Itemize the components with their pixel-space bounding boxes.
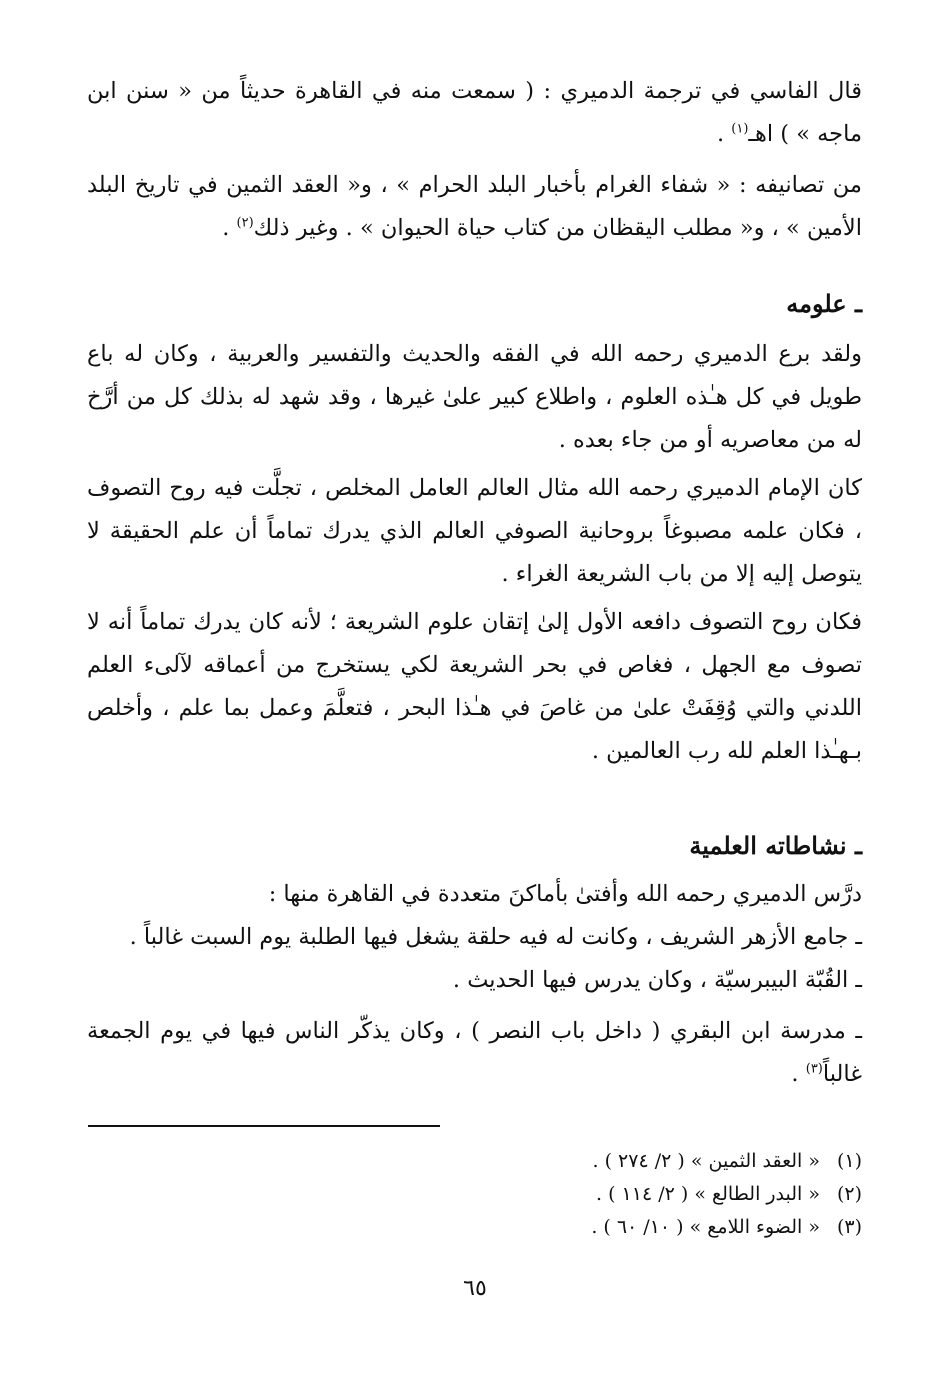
section-nashatat-body (87, 873, 862, 1096)
intro-block (87, 70, 862, 250)
paragraph-ulumuh-1: ولقد برع الدميري رحمه الله في الفقه والحديث والتفسير والعربية ، وكان له باع طويل في كل هـٰذه العلوم ، واطلاع كبير علىٰ غيرها ، وقد شهد له بذلك كل من أرَّخ له من معاصريه أو من جاء بعده . (87, 341, 862, 453)
list-item-madrasa: ـ مدرسة ابن البقري ( داخل باب النصر ) ، وكان يذكّر الناس فيها في يوم الجمعة غالباً$^{(٣)}$ . (87, 1018, 862, 1087)
paragraph-ulumuh-2: كان الإمام الدميري رحمه الله مثال العالم العامل المخلص ، تجلَّت فيه روح التصوف ، فكان علمه مصبوغاً بروحانية الصوفي العالم الذي يدرك تماماً أن علم الحقيقة لا يتوصل إليه إلا من باب الشريعة الغراء . (87, 475, 862, 587)
paragraph-works: من تصانيفه : « شفاء الغرام بأخبار البلد الحرام » ، و« العقد الثمين في تاريخ البلد الأمين » ، و« مطلب اليقظان من كتاب حياة الحيوان » . وغير ذلك$^{(٢)}$ . (87, 172, 862, 241)
section-heading-ulumuh: ـ علومه (786, 289, 862, 318)
footnote-ref-1: (١) (731, 121, 749, 137)
footnote-3 (87, 1211, 862, 1244)
footnote-text: « الضوء اللامع » ( ١٠/ ٦٠ ) . (591, 1216, 820, 1238)
page-number: ٦٥ (463, 1276, 487, 1301)
section-ulumuh-body (87, 333, 862, 773)
footnotes-list (87, 1145, 862, 1244)
paragraph-ulumuh-3: فكان روح التصوف دافعه الأول إلىٰ إتقان علوم الشريعة ؛ لأنه كان يدرك تماماً أنه لا تصوف مع الجهل ، فغاص في بحر الشريعة لكي يستخرج من أعماقه لآلىء العلم اللدني والتي وُقِفَتْ علىٰ من غاصَ في هـٰذا البحر ، فتعلَّمَ وعمل بما علم ، وأخلص بـهـٰذا العلم لله رب العالمين . (87, 609, 862, 764)
footnote-number: (٣) (836, 1216, 862, 1238)
footnote-number: (٢) (836, 1183, 862, 1205)
footnote-ref-2: (٢) (236, 215, 254, 231)
paragraph-nashatat-intro: درَّس الدميري رحمه الله وأفتىٰ بأماكنَ متعددة في القاهرة منها : (268, 881, 862, 907)
footnote-divider (88, 1125, 440, 1127)
paragraph-fasi-quote: قال الفاسي في ترجمة الدميري : ( سمعت منه في القاهرة حديثاً من « سنن ابن ماجه » ) اهـ$^{(١)}$ . (87, 78, 862, 147)
list-item-azhar: ـ جامع الأزهر الشريف ، وكانت له فيه حلقة يشغل فيها الطلبة يوم السبت غالباً . (129, 924, 862, 950)
footnote-2 (87, 1178, 862, 1211)
footnote-text: « البدر الطالع » ( ٢/ ١١٤ ) . (596, 1183, 820, 1205)
footnote-1 (87, 1145, 862, 1178)
footnote-text: « العقد الثمين » ( ٢/ ٢٧٤ ) . (592, 1150, 820, 1172)
footnote-number: (١) (836, 1150, 862, 1172)
footnote-ref-3: (٣) (805, 1061, 823, 1077)
section-heading-nashatat: ـ نشاطاته العلمية (689, 831, 862, 860)
list-item-qubba: ـ القُبّة البيبرسيّة ، وكان يدرس فيها الحديث . (452, 967, 862, 993)
